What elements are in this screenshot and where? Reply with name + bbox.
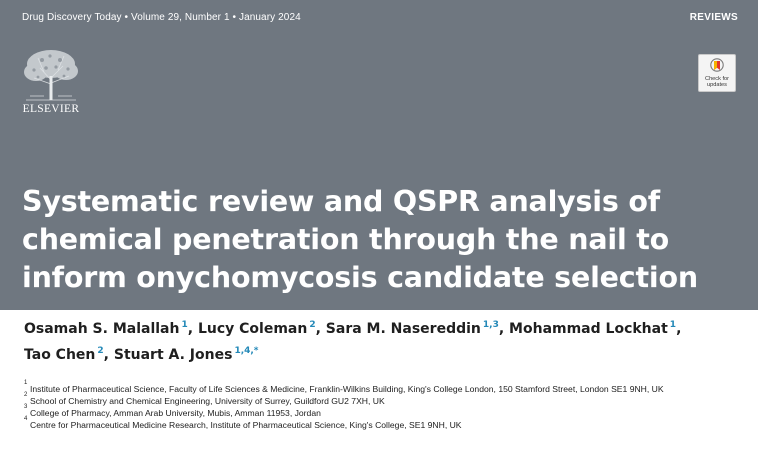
check-for-updates-badge[interactable] (698, 54, 736, 92)
affiliation-number: 2 (24, 392, 28, 398)
author-name: Osamah S. Malallah (24, 321, 180, 337)
badge-line-2: updates (707, 82, 727, 88)
author-name: Mohammad Lockhat (509, 321, 668, 337)
author-entry[interactable] (509, 321, 676, 337)
author-entry[interactable] (24, 347, 104, 363)
affiliation-number: 1 (24, 380, 28, 386)
author-name: Lucy Coleman (197, 321, 308, 337)
affiliation-number: 4 (24, 416, 28, 422)
author-affiliation[interactable]: 1,3 (482, 320, 499, 330)
author-entry[interactable] (24, 321, 188, 337)
article-title: Systematic review and QSPR analysis of chemical penetration through the nail to inform onychomycosis candidate selection (22, 185, 698, 294)
affiliation-item (24, 380, 744, 395)
author-name: Sara M. Nasereddin (325, 321, 481, 337)
affiliation-text: Centre for Pharmaceutical Medicine Research, Institute of Pharmaceutical Science, King's College, SE1 9NH, UK (30, 420, 462, 430)
affiliation-item (24, 392, 744, 407)
author-name: Tao Chen (24, 347, 96, 363)
affiliation-text: College of Pharmacy, Amman Arab University, Mubis, Amman 11953, Jordan (30, 408, 321, 418)
author-entry[interactable] (326, 321, 499, 337)
author-affiliation[interactable]: 1,4,* (234, 346, 259, 356)
journal-citation: Drug Discovery Today • Volume 29, Number 1 • January 2024 (22, 12, 301, 23)
elsevier-tree-icon (20, 46, 82, 102)
affiliation-text: Institute of Pharmaceutical Science, Faculty of Life Sciences & Medicine, Franklin-Wilkins Building, King's College London, 150 Stamford Street, London SE1 9NH, UK (30, 384, 664, 394)
publisher-name: ELSEVIER (22, 103, 80, 115)
author-name: Stuart A. Jones (113, 347, 233, 363)
author-affiliation[interactable]: 1 (669, 320, 677, 330)
author-entry[interactable] (114, 347, 259, 363)
check-for-updates-label (699, 76, 735, 88)
affiliation-item (24, 416, 744, 431)
elsevier-logo[interactable] (20, 46, 82, 118)
affiliation-list (24, 380, 744, 431)
affiliation-item (24, 404, 744, 419)
affiliation-number: 3 (24, 404, 28, 410)
badge-line-1: Check for (705, 76, 729, 82)
section-label: REVIEWS (689, 12, 738, 23)
author-affiliation[interactable]: 2 (97, 346, 104, 356)
author-affiliation[interactable]: 2 (309, 320, 316, 330)
check-for-updates-icon (710, 58, 724, 75)
author-entry[interactable] (198, 321, 316, 337)
author-list: Osamah S. Malallah $^1$, Lucy Coleman $^2$, Sara M. Nasereddin $^{1,3}$, Mohammad Lockhat $^1$, Tao Chen $^2$, Stuart A. Jones $^{1,4,*}$ (24, 320, 682, 363)
author-affiliation[interactable]: 1 (181, 320, 188, 330)
affiliation-text: School of Chemistry and Chemical Engineering, University of Surrey, Guildford GU2 7XH, UK (30, 396, 385, 406)
